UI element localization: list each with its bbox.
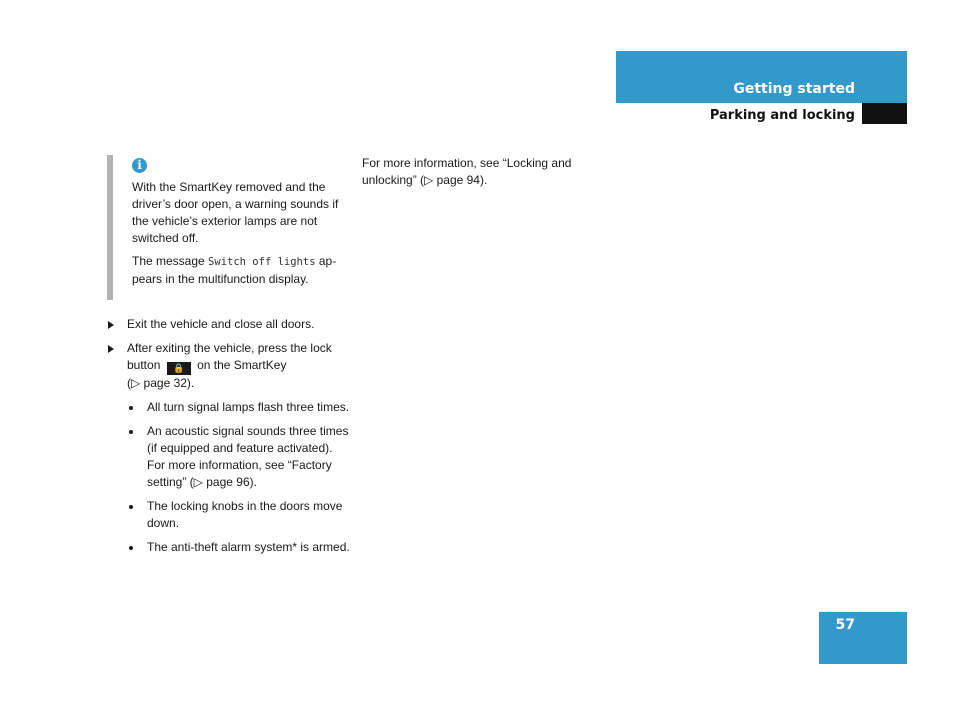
instruction-step bbox=[107, 340, 352, 392]
subsection-title: Parking and locking bbox=[709, 108, 855, 123]
bullet-icon bbox=[129, 546, 133, 550]
display-message: Switch off lights bbox=[208, 256, 316, 268]
list-item bbox=[127, 399, 352, 416]
note-paragraph: With the SmartKey removed and the driver’s door open, a warning sounds if the vehicle’s exterior lamps are not switched off. bbox=[132, 180, 339, 245]
step-text: After exiting the vehicle, press the lock button bbox=[127, 341, 332, 372]
page-number: 57 bbox=[835, 617, 855, 633]
bullet-icon bbox=[129, 505, 133, 509]
thumb-tab bbox=[862, 103, 907, 124]
step-text: on the SmartKey bbox=[197, 358, 287, 372]
bullet-icon bbox=[129, 430, 133, 434]
note-text: The message bbox=[132, 254, 209, 268]
step-arrow-icon bbox=[108, 321, 114, 329]
list-item-text: An acoustic signal sounds three times (if equipped and feature activated). bbox=[147, 424, 349, 455]
instruction-steps bbox=[107, 316, 352, 556]
result-list bbox=[107, 399, 352, 556]
left-column bbox=[107, 155, 352, 563]
note-paragraph bbox=[132, 253, 352, 288]
cross-reference: For more information, see “Locking and unlocking” (▷ page 94). bbox=[362, 156, 572, 187]
note-text: appears in the multifunction display. bbox=[132, 254, 337, 286]
section-header bbox=[616, 51, 907, 103]
bullet-icon bbox=[129, 406, 133, 410]
list-item-text: The locking knobs in the doors move down. bbox=[147, 499, 343, 530]
right-column bbox=[362, 155, 602, 189]
list-item bbox=[127, 498, 352, 532]
page-number-box bbox=[819, 612, 907, 664]
list-item-text: All turn signal lamps flash three times. bbox=[147, 400, 350, 414]
subsection-header bbox=[660, 103, 907, 125]
list-item bbox=[127, 539, 352, 556]
step-arrow-icon bbox=[108, 345, 114, 353]
info-icon: i bbox=[132, 158, 147, 173]
lock-icon: 🔒 bbox=[167, 362, 191, 375]
instruction-step bbox=[107, 316, 352, 333]
info-note bbox=[107, 155, 352, 300]
list-item-text: The anti-theft alarm system* is armed. bbox=[147, 540, 350, 554]
step-text: Exit the vehicle and close all doors. bbox=[127, 317, 315, 331]
page-reference: For more information, see “Factory setting” (▷ page 96). bbox=[147, 458, 332, 489]
list-item bbox=[127, 423, 352, 491]
page-reference: (▷ page 32). bbox=[127, 376, 195, 390]
section-title: Getting started bbox=[733, 81, 855, 97]
